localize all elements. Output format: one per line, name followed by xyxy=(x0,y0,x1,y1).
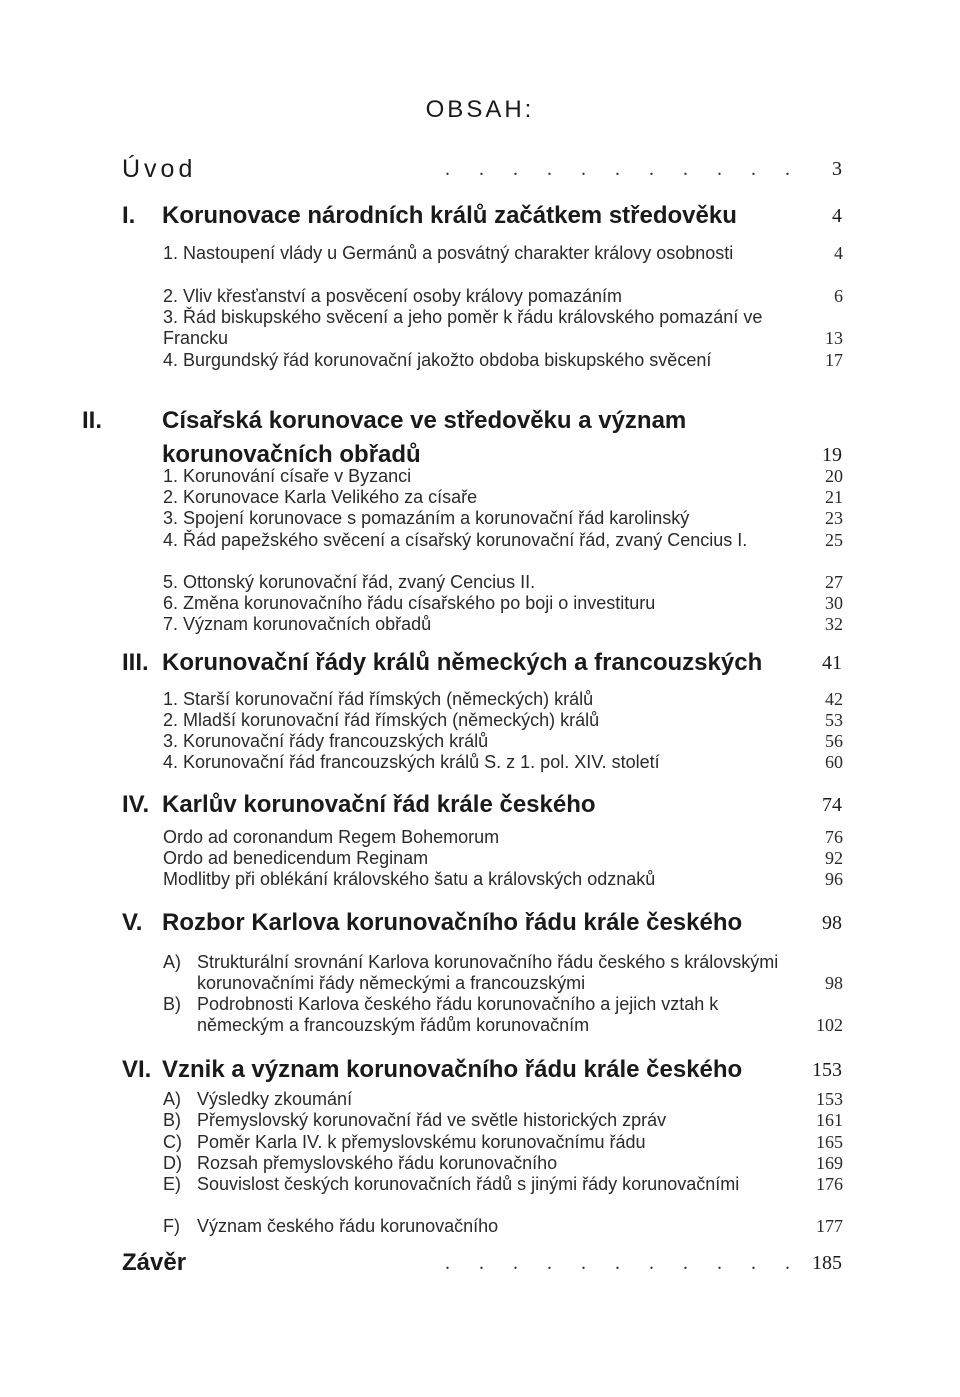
page-number: 32 xyxy=(825,614,843,634)
entry-letter: D) xyxy=(163,1153,182,1173)
toc-entry xyxy=(163,614,843,635)
toc-entry xyxy=(163,508,843,529)
page-number: 30 xyxy=(825,593,843,613)
page-number: 92 xyxy=(825,848,843,868)
entry-text: Ordo ad benedicendum Reginam xyxy=(163,848,429,868)
toc-section-4 xyxy=(122,788,842,822)
page-number: 53 xyxy=(825,710,843,730)
page-number: 161 xyxy=(816,1110,843,1130)
page-number: 13 xyxy=(825,328,843,348)
page-number: 3 xyxy=(832,158,842,180)
entry-text: Výsledky zkoumání xyxy=(197,1089,353,1109)
page-number: 98 xyxy=(825,973,843,993)
page-number: 96 xyxy=(825,869,843,889)
toc-section-6 xyxy=(122,1053,842,1087)
toc-entry xyxy=(163,1110,843,1131)
entry-text: 1. Korunování císaře v Byzanci xyxy=(163,466,412,486)
page-number: 98 xyxy=(822,912,842,934)
dot-leader: . . . . . . . . . . . xyxy=(445,158,802,180)
entry-text: 2. Vliv křesťanství a posvěcení osoby královy pomazáním xyxy=(163,286,622,306)
entry-text: 7. Význam korunovačních obřadů xyxy=(163,614,432,634)
entry-text: Ordo ad coronandum Regem Bohemorum xyxy=(163,827,500,847)
toc-entry-zaver xyxy=(122,1246,842,1280)
page-number: 19 xyxy=(822,444,842,466)
page-number: 169 xyxy=(816,1153,843,1173)
entry-text: Poměr Karla IV. k přemyslovskému korunovačnímu řádu xyxy=(197,1132,646,1152)
toc-entry xyxy=(163,572,843,593)
section-label: Císařská korunovace ve středověku a význam korunovačních obřadů xyxy=(162,407,687,468)
page-number: 74 xyxy=(822,794,842,816)
entry-letter: F) xyxy=(163,1216,180,1236)
section-number: II. xyxy=(82,407,103,434)
page-number: 42 xyxy=(825,689,843,709)
toc-section-5 xyxy=(122,906,842,940)
section-number: III. xyxy=(122,649,149,676)
entry-letter: C) xyxy=(163,1132,182,1152)
entry-text: Modlitby při oblékání královského šatu a královských odznaků xyxy=(163,869,656,889)
entry-letter: E) xyxy=(163,1174,181,1194)
toc-entry xyxy=(163,752,843,773)
entry-letter: B) xyxy=(163,994,181,1014)
section-label: Vznik a význam korunovačního řádu krále českého xyxy=(162,1056,743,1083)
page-number: 153 xyxy=(812,1059,842,1081)
toc-entry xyxy=(163,1153,843,1174)
toc-entry xyxy=(163,243,843,264)
toc-entry xyxy=(163,1132,843,1153)
entry-text: 2. Mladší korunovační řád římských (německých) králů xyxy=(163,710,600,730)
section-label: Karlův korunovační řád krále českého xyxy=(162,791,596,818)
page-number: 185 xyxy=(812,1252,842,1274)
page-number: 165 xyxy=(816,1132,843,1152)
section-label: Rozbor Karlova korunovačního řádu krále českého xyxy=(162,909,743,936)
page-number: 23 xyxy=(825,508,843,528)
toc-entry xyxy=(163,952,843,994)
page-number: 176 xyxy=(816,1174,843,1194)
page-number: 17 xyxy=(825,350,843,370)
toc-entry xyxy=(163,848,843,869)
toc-entry xyxy=(163,731,843,752)
section-number: VI. xyxy=(122,1056,152,1083)
dot-leader: . . . . . . . . . . . xyxy=(445,1252,802,1274)
toc-entry xyxy=(163,307,843,349)
section-label: Korunovační řády králů německých a francouzských xyxy=(162,649,763,676)
section-number: V. xyxy=(122,909,143,936)
toc-section-2 xyxy=(82,404,842,474)
toc-section-3 xyxy=(122,646,842,680)
entry-text: 3. Řád biskupského svěcení a jeho poměr k řádu královského pomazání ve Francku xyxy=(163,307,763,348)
section-number: I. xyxy=(122,202,136,229)
section-label: Úvod xyxy=(122,155,197,183)
entry-text: 4. Řád papežského svěcení a císařský korunovační řád, zvaný Cencius I. xyxy=(163,530,748,550)
toc-entry xyxy=(163,350,843,371)
page-number: 76 xyxy=(825,827,843,847)
entry-text: Význam českého řádu korunovačního xyxy=(197,1216,499,1236)
toc-entry xyxy=(163,1089,843,1110)
entry-letter: A) xyxy=(163,952,181,972)
toc-entry xyxy=(163,869,843,890)
page-number: 56 xyxy=(825,731,843,751)
entry-text: 3. Korunovační řády francouzských králů xyxy=(163,731,489,751)
toc-entry xyxy=(163,827,843,848)
toc-entry xyxy=(163,1216,843,1237)
page-number: 60 xyxy=(825,752,843,772)
entry-text: Strukturální srovnání Karlova korunovačního řádu českého s královskými korunovačními řády německými a francouzskými xyxy=(197,952,779,993)
entry-text: Souvislost českých korunovačních řádů s jinými řády korunovačními xyxy=(197,1174,740,1194)
entry-text: 4. Burgundský řád korunovační jakožto obdoba biskupského svěcení xyxy=(163,350,712,370)
page-number: 177 xyxy=(816,1216,843,1236)
toc-entry xyxy=(163,286,843,307)
page-number: 27 xyxy=(825,572,843,592)
page-number: 4 xyxy=(834,243,843,263)
toc-entry-uvod xyxy=(122,152,842,186)
entry-letter: B) xyxy=(163,1110,181,1130)
page-number: 6 xyxy=(834,286,843,306)
entry-text: 1. Nastoupení vlády u Germánů a posvátný charakter královy osobnosti xyxy=(163,243,734,263)
page-number: 20 xyxy=(825,466,843,486)
toc-entry xyxy=(163,689,843,710)
entry-text: Podrobnosti Karlova českého řádu korunovačního a jejich vztah k německým a francouzským řádům korunovačním xyxy=(197,994,719,1035)
toc-entry xyxy=(163,994,843,1036)
entry-text: 5. Ottonský korunovační řád, zvaný Cencius II. xyxy=(163,572,536,592)
page-number: 4 xyxy=(832,205,842,227)
page-number: 102 xyxy=(816,1015,843,1035)
toc-entry xyxy=(163,466,843,487)
entry-text: 2. Korunovace Karla Velikého za císaře xyxy=(163,487,478,507)
page-number: 41 xyxy=(822,652,842,674)
toc-section-1 xyxy=(122,199,842,233)
page-title: OBSAH: xyxy=(425,96,535,123)
entry-text: Rozsah přemyslovského řádu korunovačního xyxy=(197,1153,558,1173)
section-number: IV. xyxy=(122,791,150,818)
entry-text: Přemyslovský korunovační řád ve světle historických zpráv xyxy=(197,1110,667,1130)
toc-entry xyxy=(163,710,843,731)
page-number: 21 xyxy=(825,487,843,507)
section-label: Závěr xyxy=(122,1249,187,1276)
toc-entry xyxy=(163,487,843,508)
toc-entry xyxy=(163,1174,843,1195)
toc-entry xyxy=(163,530,843,551)
entry-text: 6. Změna korunovačního řádu císařského po boji o investituru xyxy=(163,593,656,613)
page-number: 153 xyxy=(816,1089,843,1109)
entry-letter: A) xyxy=(163,1089,181,1109)
page-number: 25 xyxy=(825,530,843,550)
entry-text: 1. Starší korunovační řád římských (německých) králů xyxy=(163,689,594,709)
section-label: Korunovace národních králů začátkem středověku xyxy=(162,202,737,229)
entry-text: 3. Spojení korunovace s pomazáním a korunovační řád karolinský xyxy=(163,508,690,528)
entry-text: 4. Korunovační řád francouzských králů S. z 1. pol. XIV. století xyxy=(163,752,660,772)
toc-entry xyxy=(163,593,843,614)
